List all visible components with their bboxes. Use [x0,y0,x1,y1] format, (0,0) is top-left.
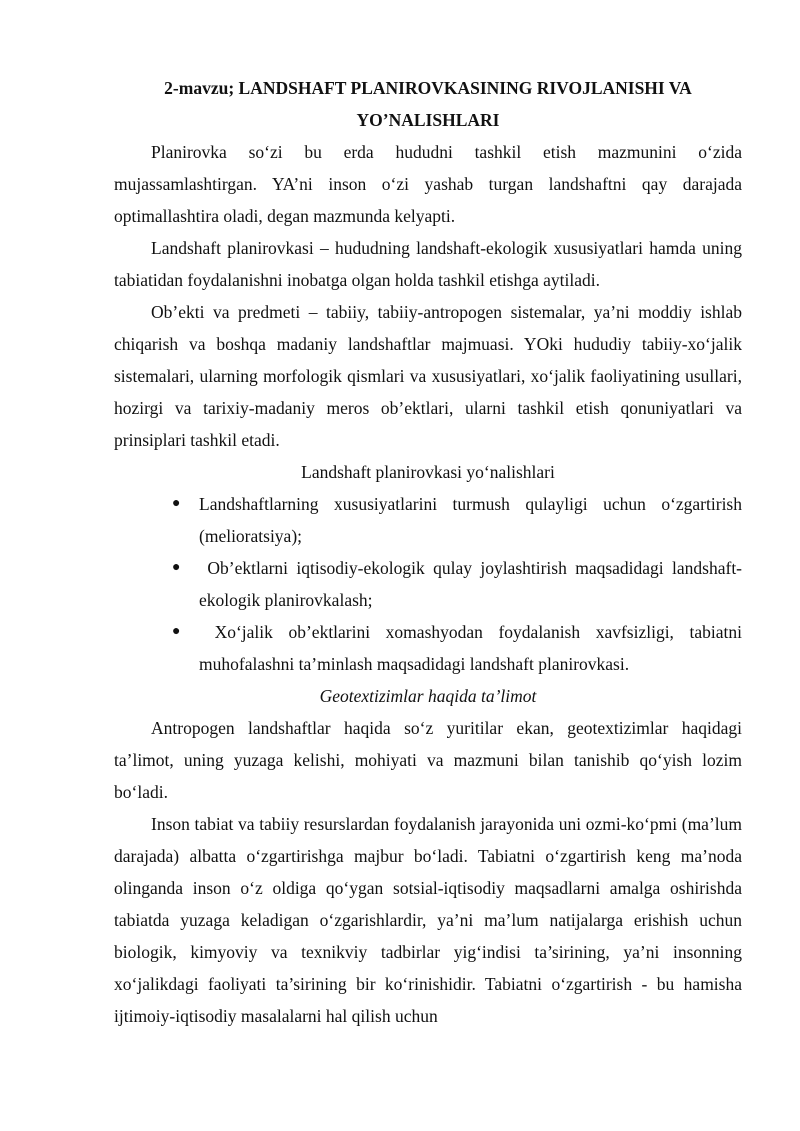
list-item-text: Xo‘jalik ob’ektlarini xomashyodan foydalanish xavfsizligi, tabiatni muhofalashni ta’minlash maqsadidagi landshaft planirovkasi. [199,622,747,674]
title-line-2: YO’NALISHLARI [356,110,500,130]
list-item [114,488,742,552]
paragraph-obekti: Ob’ekti va predmeti – tabiiy, tabiiy-antropogen sistemalar, ya’ni moddiy ishlab chiqarish va boshqa madaniy landshaftlar majmuasi. YOki hududiy tabiiy-xo‘jalik sistemalari, ularning morfologik qismlari va xususiyatlari, xo‘jalik faoliyatining usullari, hozirgi va tarixiy-madaniy meros ob’ektlari, ularni tashkil etish qonuniyatlari va prinsiplari tashkil etadi. [114,302,742,450]
bullet-icon: ● [172,624,181,639]
subheading-geotextizimlar: Geotextizimlar haqida ta’limot [319,686,537,706]
paragraph-antropogen: Antropogen landshaftlar haqida so‘z yuritilar ekan, geotextizimlar haqidagi ta’limot, uning yuzaga kelishi, mohiyati va mazmuni bilan tanishib qo‘yish lozim bo‘ladi. [114,718,742,802]
paragraph-landshaft-planirovkasi: Landshaft planirovkasi – hududning landshaft-ekologik xususiyatlari hamda uning tabiatidan foydalanishni inobatga olgan holda tashkil etishga aytiladi. [114,238,742,290]
list-item-text: Landshaftlarning xususiyatlarini turmush qulayligi uchun o‘zgartirish (melioratsiya); [199,494,742,546]
list-item [114,616,747,680]
bullet-icon: ● [172,560,181,575]
bullet-icon: ● [172,496,181,511]
list-item [114,552,742,616]
paragraph-inson-tabiat: Inson tabiat va tabiiy resurslardan foydalanish jarayonida uni ozmi-ko‘pmi (ma’lum darajada) albatta o‘zgartirishga majbur bo‘ladi. Tabiatni o‘zgartirish keng ma’noda olinganda inson o‘z oldiga qo‘ygan sotsial-iqtisodiy maqsadlarni amalga oshirishda tabiatda yuzaga keladigan o‘zgarishlardir, ya’ni ma’lum natijalarga erishish uchun biologik, kimyoviy va texnikviy tadbirlar yig‘indisi ta’sirining, ya’ni insonning xo‘jalikdagi faoliyati ta’sirining bir ko‘rinishidir. Tabiatni o‘zgartirish - bu hamisha ijtimoiy-iqtisodiy masalalarni hal qilish uchun [114,814,742,1026]
bullet-list [114,488,747,680]
list-item-text: Ob’ektlarni iqtisodiy-ekologik qulay joylashtirish maqsadidagi landshaft-ekologik planirovkalash; [199,558,743,610]
paragraph-planirovka: Planirovka so‘zi bu erda hududni tashkil etish mazmunini o‘zida mujassamlashtirgan. YA’ni inson o‘zi yashab turgan landshaftni qay darajada optimallashtira oladi, degan mazmunda kelyapti. [114,142,742,226]
subheading-yonalishlari: Landshaft planirovkasi yo‘nalishlari [301,462,555,482]
page-title [114,72,742,136]
title-line-1: 2-mavzu; LANDSHAFT PLANIROVKASINING RIVOJLANISHI VA [164,78,692,98]
